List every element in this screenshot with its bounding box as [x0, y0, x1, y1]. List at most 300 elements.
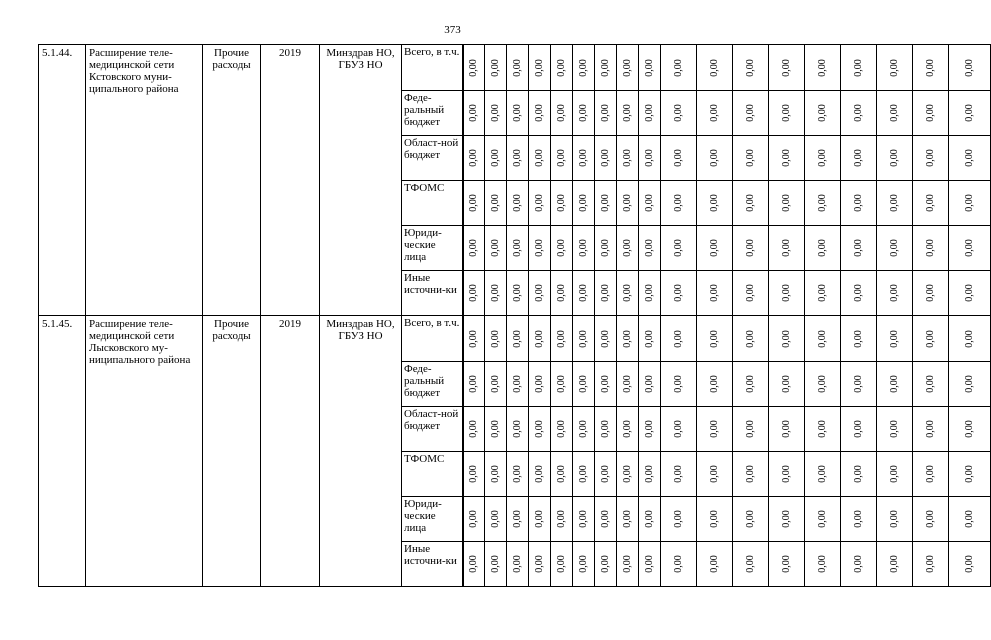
value-text: 0,00 — [577, 465, 589, 483]
value-text: 0,00 — [924, 284, 936, 302]
value-cell — [661, 181, 697, 226]
value-cell — [877, 45, 913, 91]
value-cell — [485, 362, 507, 407]
value-cell — [595, 45, 617, 91]
value-cell — [733, 136, 769, 181]
value-cell — [485, 452, 507, 497]
value-cell — [573, 91, 595, 136]
value-cell — [573, 136, 595, 181]
value-text: 0,00 — [744, 58, 756, 77]
item-number: 5.1.44. — [39, 45, 86, 316]
value-cell — [949, 91, 991, 136]
value-cell — [733, 452, 769, 497]
value-text: 0,00 — [708, 239, 720, 257]
value-text: 0,00 — [555, 329, 567, 348]
value-text: 0,00 — [963, 194, 975, 212]
value-text: 0,00 — [489, 510, 501, 528]
value-cell — [913, 136, 949, 181]
funding-source: Всего, в т.ч. — [402, 316, 463, 362]
value-text: 0,00 — [555, 239, 567, 257]
value-cell — [639, 316, 661, 362]
value-cell — [485, 497, 507, 542]
value-text: 0,00 — [963, 58, 975, 77]
value-cell — [661, 407, 697, 452]
value-cell — [617, 181, 639, 226]
value-cell — [661, 45, 697, 91]
value-text: 0,00 — [963, 375, 975, 393]
value-text: 0,00 — [599, 194, 611, 212]
value-cell — [661, 136, 697, 181]
value-text: 0,00 — [888, 375, 900, 393]
value-text: 0,00 — [924, 239, 936, 257]
value-cell — [733, 316, 769, 362]
value-text: 0,00 — [708, 149, 720, 167]
funding-source: ТФОМС — [402, 181, 463, 226]
value-cell — [769, 542, 805, 587]
value-text: 0,00 — [888, 58, 900, 77]
value-cell — [877, 497, 913, 542]
value-text: 0,00 — [816, 375, 828, 393]
value-text: 0,00 — [467, 510, 479, 528]
value-text: 0,00 — [963, 284, 975, 302]
value-text: 0,00 — [888, 420, 900, 438]
value-cell — [841, 181, 877, 226]
value-text: 0,00 — [780, 104, 792, 122]
value-text: 0,00 — [511, 375, 523, 393]
value-cell — [697, 362, 733, 407]
value-text: 0,00 — [533, 149, 545, 167]
value-text: 0,00 — [577, 194, 589, 212]
value-text: 0,00 — [963, 329, 975, 348]
value-cell — [595, 452, 617, 497]
value-cell — [639, 271, 661, 316]
value-cell — [573, 316, 595, 362]
value-text: 0,00 — [489, 420, 501, 438]
value-text: 0,00 — [577, 375, 589, 393]
value-cell — [529, 226, 551, 271]
expense-type: Прочие расходы — [203, 316, 261, 587]
value-cell — [769, 45, 805, 91]
value-text: 0,00 — [511, 510, 523, 528]
value-text: 0,00 — [555, 194, 567, 212]
value-text: 0,00 — [467, 329, 479, 348]
value-cell — [551, 497, 573, 542]
value-text: 0,00 — [708, 104, 720, 122]
value-cell — [507, 362, 529, 407]
value-text: 0,00 — [489, 149, 501, 167]
value-cell — [595, 407, 617, 452]
value-text: 0,00 — [744, 555, 756, 573]
value-cell — [595, 271, 617, 316]
value-text: 0,00 — [888, 194, 900, 212]
value-text: 0,00 — [672, 239, 684, 257]
value-text: 0,00 — [511, 555, 523, 573]
value-text: 0,00 — [643, 465, 655, 483]
value-cell — [507, 271, 529, 316]
value-cell — [949, 452, 991, 497]
value-text: 0,00 — [555, 284, 567, 302]
value-cell — [661, 316, 697, 362]
value-text: 0,00 — [599, 420, 611, 438]
value-text: 0,00 — [643, 58, 655, 77]
value-cell — [733, 407, 769, 452]
funding-source: ТФОМС — [402, 452, 463, 497]
value-cell — [949, 316, 991, 362]
value-text: 0,00 — [577, 104, 589, 122]
value-cell — [639, 497, 661, 542]
value-text: 0,00 — [599, 239, 611, 257]
value-cell — [595, 226, 617, 271]
value-text: 0,00 — [924, 194, 936, 212]
value-text: 0,00 — [467, 465, 479, 483]
value-cell — [949, 542, 991, 587]
value-cell — [805, 136, 841, 181]
value-text: 0,00 — [467, 284, 479, 302]
value-cell — [805, 452, 841, 497]
value-text: 0,00 — [577, 149, 589, 167]
value-text: 0,00 — [963, 555, 975, 573]
value-text: 0,00 — [621, 194, 633, 212]
value-cell — [485, 91, 507, 136]
value-text: 0,00 — [852, 194, 864, 212]
value-text: 0,00 — [816, 329, 828, 348]
value-text: 0,00 — [708, 465, 720, 483]
funding-source: Област-ной бюджет — [402, 407, 463, 452]
value-cell — [913, 181, 949, 226]
value-text: 0,00 — [888, 555, 900, 573]
value-cell — [529, 407, 551, 452]
value-text: 0,00 — [744, 194, 756, 212]
value-text: 0,00 — [888, 284, 900, 302]
value-cell — [841, 497, 877, 542]
value-text: 0,00 — [577, 510, 589, 528]
value-text: 0,00 — [511, 284, 523, 302]
item-executor: Минздрав НО, ГБУЗ НО — [320, 45, 402, 316]
value-cell — [841, 452, 877, 497]
value-text: 0,00 — [672, 194, 684, 212]
value-text: 0,00 — [672, 58, 684, 77]
value-text: 0,00 — [888, 510, 900, 528]
value-text: 0,00 — [672, 329, 684, 348]
value-text: 0,00 — [511, 104, 523, 122]
value-cell — [733, 226, 769, 271]
value-cell — [697, 136, 733, 181]
value-cell — [769, 181, 805, 226]
value-cell — [595, 542, 617, 587]
value-cell — [769, 91, 805, 136]
value-text: 0,00 — [744, 375, 756, 393]
item-name: Расширение теле-медицинской сети Лысковского му-ниципального района — [86, 316, 203, 587]
value-cell — [529, 542, 551, 587]
funding-source: Феде-ральный бюджет — [402, 362, 463, 407]
value-cell — [733, 271, 769, 316]
value-text: 0,00 — [533, 510, 545, 528]
item-year: 2019 — [261, 45, 320, 316]
value-text: 0,00 — [672, 465, 684, 483]
value-cell — [877, 136, 913, 181]
value-cell — [639, 136, 661, 181]
value-text: 0,00 — [511, 58, 523, 77]
table-row — [39, 316, 991, 362]
value-text: 0,00 — [621, 465, 633, 483]
expense-type: Прочие расходы — [203, 45, 261, 316]
value-text: 0,00 — [780, 510, 792, 528]
value-text: 0,00 — [599, 149, 611, 167]
value-cell — [697, 452, 733, 497]
value-cell — [463, 226, 485, 271]
value-cell — [617, 407, 639, 452]
value-cell — [805, 45, 841, 91]
value-cell — [877, 316, 913, 362]
budget-table-body — [39, 45, 991, 587]
value-text: 0,00 — [816, 420, 828, 438]
value-cell — [529, 181, 551, 226]
funding-source: Юриди-ческие лица — [402, 226, 463, 271]
value-text: 0,00 — [577, 58, 589, 77]
value-cell — [877, 226, 913, 271]
value-text: 0,00 — [816, 465, 828, 483]
value-text: 0,00 — [852, 284, 864, 302]
value-cell — [639, 452, 661, 497]
value-cell — [507, 226, 529, 271]
value-cell — [661, 226, 697, 271]
value-text: 0,00 — [643, 149, 655, 167]
table-row — [39, 45, 991, 91]
value-cell — [769, 271, 805, 316]
value-text: 0,00 — [672, 555, 684, 573]
value-cell — [913, 452, 949, 497]
value-cell — [769, 226, 805, 271]
value-cell — [769, 362, 805, 407]
value-text: 0,00 — [555, 104, 567, 122]
value-cell — [661, 271, 697, 316]
value-cell — [949, 362, 991, 407]
value-cell — [639, 362, 661, 407]
value-text: 0,00 — [816, 194, 828, 212]
funding-source: Иные источни-ки — [402, 542, 463, 587]
value-text: 0,00 — [643, 104, 655, 122]
value-cell — [661, 542, 697, 587]
value-cell — [769, 452, 805, 497]
value-cell — [551, 452, 573, 497]
value-cell — [507, 91, 529, 136]
value-text: 0,00 — [816, 284, 828, 302]
value-cell — [595, 497, 617, 542]
value-cell — [841, 136, 877, 181]
value-cell — [639, 91, 661, 136]
value-cell — [573, 407, 595, 452]
value-cell — [507, 542, 529, 587]
value-cell — [949, 181, 991, 226]
value-text: 0,00 — [467, 239, 479, 257]
value-cell — [949, 136, 991, 181]
value-cell — [877, 181, 913, 226]
value-cell — [529, 362, 551, 407]
value-text: 0,00 — [643, 239, 655, 257]
value-cell — [697, 181, 733, 226]
value-text: 0,00 — [599, 284, 611, 302]
value-cell — [529, 45, 551, 91]
value-cell — [949, 497, 991, 542]
value-text: 0,00 — [672, 510, 684, 528]
value-text: 0,00 — [924, 420, 936, 438]
value-cell — [573, 45, 595, 91]
value-cell — [949, 226, 991, 271]
value-text: 0,00 — [852, 375, 864, 393]
value-text: 0,00 — [467, 420, 479, 438]
value-cell — [913, 407, 949, 452]
value-text: 0,00 — [744, 420, 756, 438]
value-cell — [551, 226, 573, 271]
value-text: 0,00 — [489, 329, 501, 348]
value-cell — [841, 542, 877, 587]
value-text: 0,00 — [852, 149, 864, 167]
value-cell — [507, 452, 529, 497]
value-text: 0,00 — [621, 239, 633, 257]
value-cell — [551, 181, 573, 226]
value-text: 0,00 — [621, 420, 633, 438]
value-cell — [617, 542, 639, 587]
value-text: 0,00 — [744, 510, 756, 528]
value-cell — [877, 452, 913, 497]
value-text: 0,00 — [489, 104, 501, 122]
value-text: 0,00 — [888, 465, 900, 483]
value-text: 0,00 — [643, 555, 655, 573]
item-executor: Минздрав НО, ГБУЗ НО — [320, 316, 402, 587]
value-text: 0,00 — [780, 375, 792, 393]
value-text: 0,00 — [533, 375, 545, 393]
value-text: 0,00 — [599, 510, 611, 528]
value-cell — [617, 91, 639, 136]
value-cell — [661, 497, 697, 542]
value-text: 0,00 — [708, 420, 720, 438]
value-text: 0,00 — [467, 149, 479, 167]
value-cell — [733, 91, 769, 136]
value-text: 0,00 — [599, 465, 611, 483]
value-text: 0,00 — [533, 104, 545, 122]
value-cell — [877, 271, 913, 316]
value-cell — [617, 316, 639, 362]
value-cell — [877, 542, 913, 587]
value-cell — [805, 316, 841, 362]
value-cell — [551, 91, 573, 136]
value-cell — [805, 271, 841, 316]
value-text: 0,00 — [924, 465, 936, 483]
value-text: 0,00 — [555, 375, 567, 393]
value-cell — [507, 316, 529, 362]
value-text: 0,00 — [467, 58, 479, 77]
value-text: 0,00 — [511, 420, 523, 438]
value-text: 0,00 — [852, 104, 864, 122]
value-cell — [485, 136, 507, 181]
value-text: 0,00 — [780, 284, 792, 302]
value-cell — [913, 542, 949, 587]
value-cell — [551, 407, 573, 452]
value-cell — [529, 316, 551, 362]
value-cell — [639, 542, 661, 587]
value-text: 0,00 — [511, 239, 523, 257]
value-cell — [697, 271, 733, 316]
value-text: 0,00 — [555, 510, 567, 528]
value-cell — [913, 316, 949, 362]
value-cell — [805, 542, 841, 587]
value-cell — [617, 452, 639, 497]
value-text: 0,00 — [780, 58, 792, 77]
value-text: 0,00 — [672, 104, 684, 122]
value-text: 0,00 — [924, 104, 936, 122]
value-text: 0,00 — [643, 284, 655, 302]
value-text: 0,00 — [555, 420, 567, 438]
value-text: 0,00 — [643, 420, 655, 438]
value-cell — [697, 91, 733, 136]
value-cell — [949, 271, 991, 316]
value-text: 0,00 — [780, 329, 792, 348]
value-cell — [507, 181, 529, 226]
value-text: 0,00 — [744, 239, 756, 257]
value-text: 0,00 — [555, 555, 567, 573]
value-cell — [617, 362, 639, 407]
value-text: 0,00 — [852, 510, 864, 528]
value-cell — [769, 497, 805, 542]
value-cell — [639, 45, 661, 91]
value-cell — [617, 226, 639, 271]
value-text: 0,00 — [621, 555, 633, 573]
value-text: 0,00 — [621, 375, 633, 393]
value-text: 0,00 — [852, 239, 864, 257]
value-cell — [697, 407, 733, 452]
value-text: 0,00 — [533, 555, 545, 573]
value-text: 0,00 — [924, 375, 936, 393]
value-text: 0,00 — [533, 284, 545, 302]
value-text: 0,00 — [489, 284, 501, 302]
value-text: 0,00 — [599, 375, 611, 393]
value-cell — [913, 362, 949, 407]
value-cell — [877, 407, 913, 452]
value-cell — [595, 362, 617, 407]
value-cell — [595, 136, 617, 181]
value-text: 0,00 — [708, 284, 720, 302]
value-text: 0,00 — [780, 149, 792, 167]
value-text: 0,00 — [852, 465, 864, 483]
value-text: 0,00 — [852, 555, 864, 573]
value-text: 0,00 — [708, 510, 720, 528]
value-text: 0,00 — [888, 149, 900, 167]
item-name: Расширение теле-медицинской сети Кстовского муни-ципального района — [86, 45, 203, 316]
value-text: 0,00 — [555, 465, 567, 483]
value-cell — [573, 452, 595, 497]
value-cell — [769, 316, 805, 362]
value-cell — [913, 91, 949, 136]
value-cell — [573, 542, 595, 587]
value-cell — [639, 226, 661, 271]
value-cell — [485, 226, 507, 271]
funding-source: Област-ной бюджет — [402, 136, 463, 181]
value-text: 0,00 — [924, 510, 936, 528]
value-cell — [617, 45, 639, 91]
value-cell — [805, 362, 841, 407]
value-text: 0,00 — [489, 375, 501, 393]
value-text: 0,00 — [533, 194, 545, 212]
value-text: 0,00 — [816, 555, 828, 573]
value-cell — [529, 136, 551, 181]
value-cell — [485, 271, 507, 316]
funding-source: Феде-ральный бюджет — [402, 91, 463, 136]
funding-source: Иные источни-ки — [402, 271, 463, 316]
value-text: 0,00 — [963, 465, 975, 483]
value-cell — [529, 91, 551, 136]
value-cell — [733, 181, 769, 226]
value-text: 0,00 — [963, 149, 975, 167]
